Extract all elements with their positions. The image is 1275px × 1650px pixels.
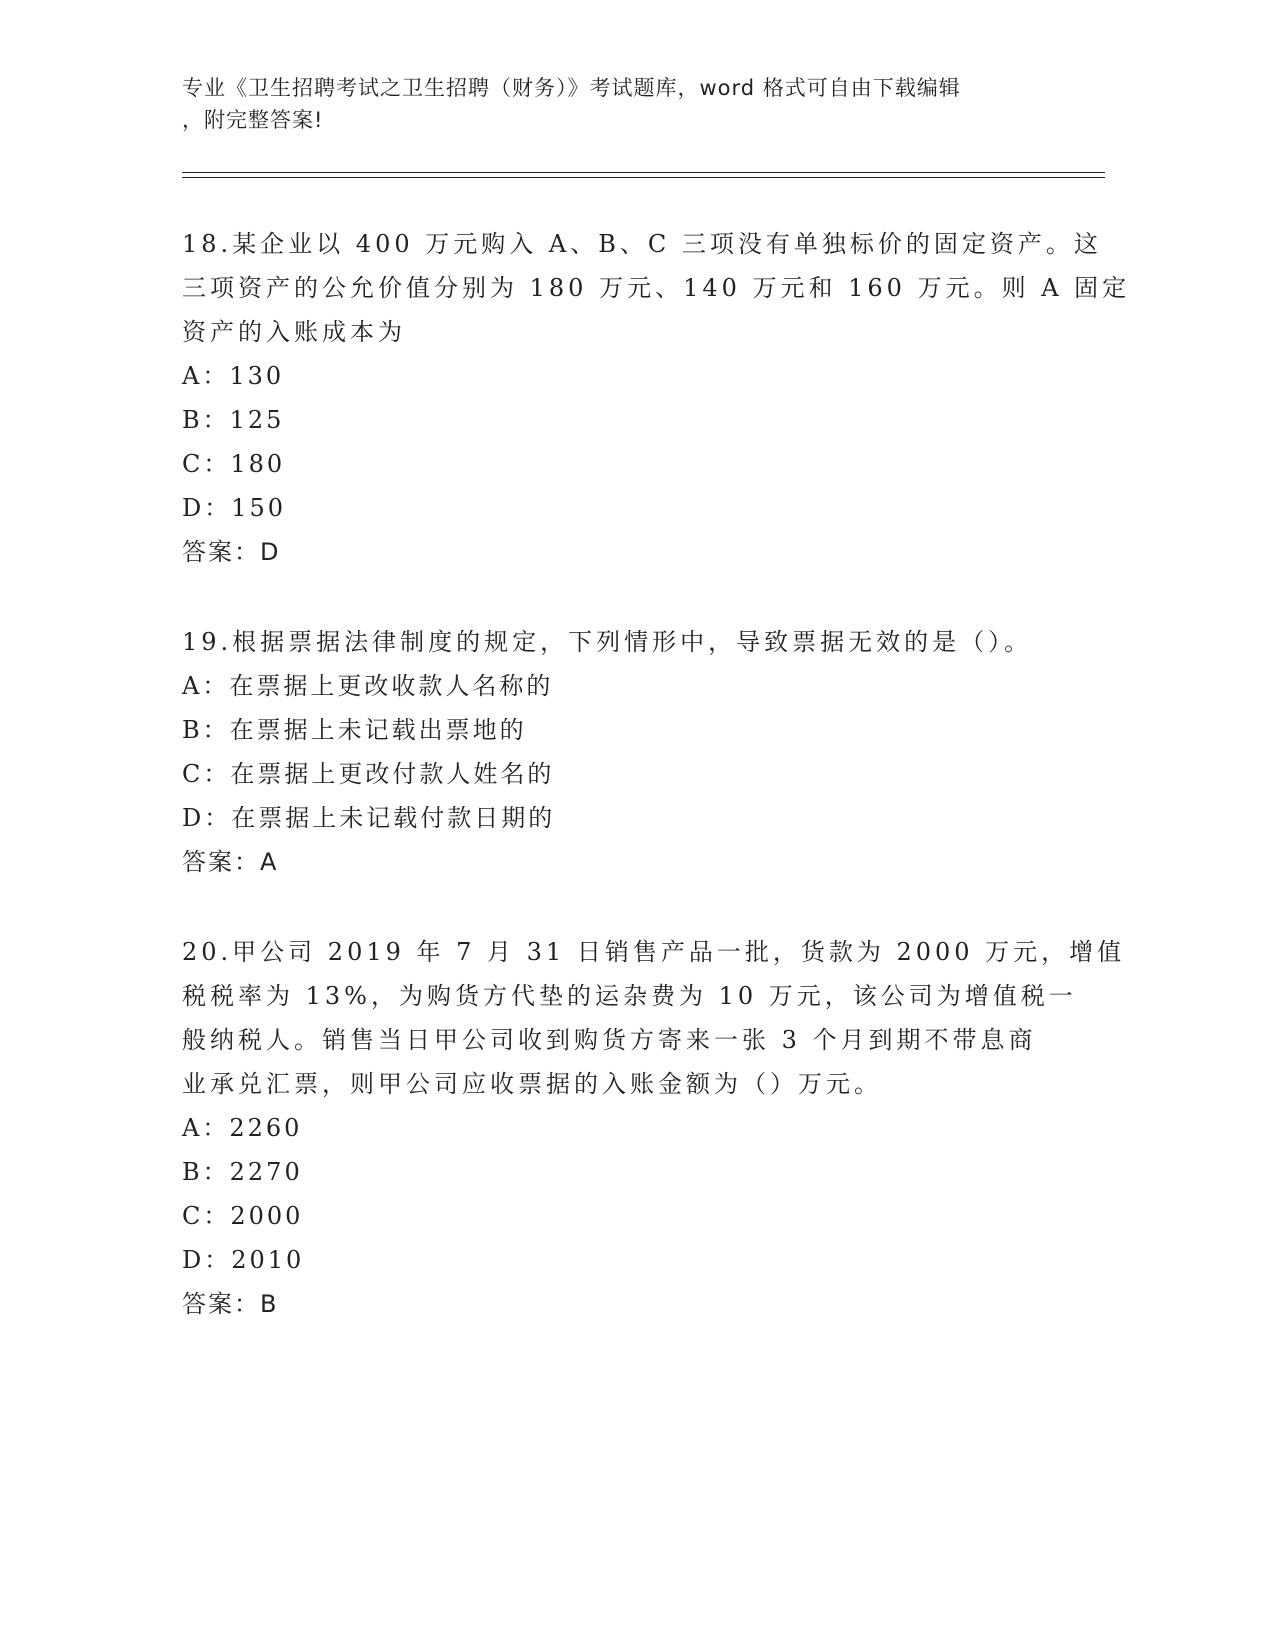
question-19 (182, 620, 1082, 884)
question-text (182, 620, 1047, 664)
question-line: 20.甲公司 2019 年 7 月 31 日销售产品一批，货款为 2000 万元，增值 (182, 938, 1126, 966)
question-line: 三项资产的公允价值分别为 180 万元、140 万元和 160 万元。则 A 固定 (182, 274, 1131, 302)
question-18 (182, 222, 1131, 574)
header-line: ，附完整答案! (182, 108, 324, 132)
header-divider-bottom (182, 177, 1105, 178)
question-20 (182, 930, 1126, 1326)
option-a: A：130 (182, 362, 285, 390)
header-line: 专业《卫生招聘考试之卫生招聘（财务）》考试题库，word 格式可自由下载编辑 (182, 76, 961, 100)
option-b: B：在票据上未记载出票地的 (182, 716, 527, 744)
option-c: C：2000 (182, 1202, 304, 1230)
document-header (182, 72, 1062, 136)
question-text (182, 222, 1131, 354)
option-d: D：2010 (182, 1246, 305, 1274)
question-line: 业承兑汇票，则甲公司应收票据的入账金额为（）万元。 (182, 1070, 882, 1098)
option-c: C：180 (182, 450, 286, 478)
answer-line: 答案：A (182, 848, 279, 876)
option-a: A：在票据上更改收款人名称的 (182, 672, 554, 700)
option-b: B：125 (182, 406, 285, 434)
option-d: D：在票据上未记载付款日期的 (182, 804, 556, 832)
option-d: D：150 (182, 494, 287, 522)
question-text (182, 930, 1126, 1106)
answer-line: 答案：B (182, 1290, 279, 1318)
option-a: A：2260 (182, 1114, 303, 1142)
question-line: 税税率为 13%，为购货方代垫的运杂费为 10 万元，该公司为增值税一 (182, 982, 1077, 1010)
question-line: 18.某企业以 400 万元购入 A、B、C 三项没有单独标价的固定资产。这 (182, 230, 1102, 258)
question-line: 般纳税人。销售当日甲公司收到购货方寄来一张 3 个月到期不带息商 (182, 1026, 1037, 1054)
question-list (182, 222, 1131, 1372)
header-divider-top (182, 172, 1105, 173)
option-c: C：在票据上更改付款人姓名的 (182, 760, 555, 788)
answer-line: 答案：D (182, 538, 281, 566)
question-line: 资产的入账成本为 (182, 318, 406, 346)
option-b: B：2270 (182, 1158, 303, 1186)
question-line: 19.根据票据法律制度的规定，下列情形中，导致票据无效的是（）。 (182, 628, 1033, 656)
